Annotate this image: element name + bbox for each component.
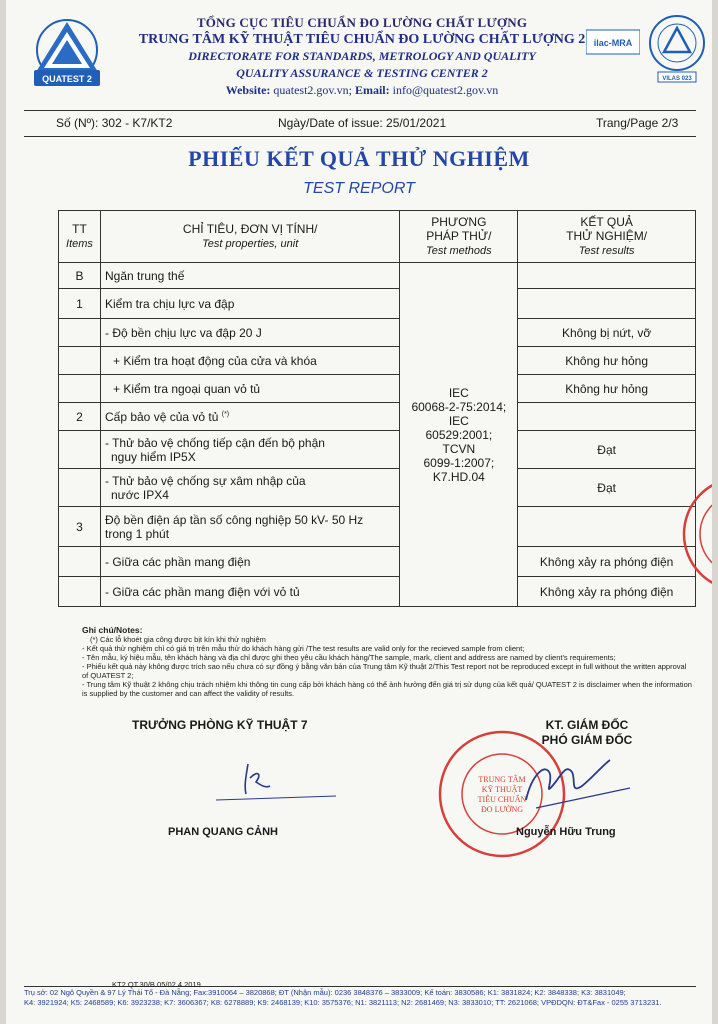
svg-text:TRUNG TÂM: TRUNG TÂM: [478, 775, 526, 784]
notes-block: [82, 626, 692, 698]
svg-text:ĐO LƯỜNG: ĐO LƯỜNG: [481, 805, 523, 814]
table-row: - Giữa các phần mang điện Không xảy ra phóng điện: [59, 547, 696, 577]
ilac-mra-logo: [586, 26, 640, 60]
svg-text:TIÊU CHUẨN: TIÊU CHUẨN: [477, 795, 527, 804]
col-results: KẾT QUẢ THỬ NGHIỆM/ Test results: [518, 211, 696, 263]
note-item: - Kết quả thử nghiệm chỉ có giá trị trên mẫu thử do khách hàng gửi /The test results are valid only for the recieved sample from client;: [82, 644, 525, 653]
table-row: - Giữa các phần mang điện với vỏ tủ Không xảy ra phóng điện: [59, 577, 696, 607]
header-line3: DIRECTORATE FOR STANDARDS, METROLOGY AND QUALITY: [188, 49, 536, 63]
info-divider: [24, 136, 696, 137]
col-tt: TT Items: [59, 211, 101, 263]
notes-title: Ghi chú/Notes:: [82, 625, 143, 635]
table-header-row: [59, 211, 696, 263]
left-signatory-title: TRƯỞNG PHÒNG KỸ THUẬT 7: [132, 718, 308, 732]
email-link[interactable]: info@quatest2.gov.vn: [392, 83, 499, 97]
col-methods: PHƯƠNG PHÁP THỬ/ Test methods: [400, 211, 518, 263]
vilas-seal: [646, 14, 708, 84]
col-properties: CHỈ TIÊU, ĐƠN VỊ TÍNH/ Test properties, unit: [100, 211, 399, 263]
right-signatory-title: KT. GIÁM ĐỐC PHÓ GIÁM ĐỐC: [541, 718, 633, 747]
report-page: [6, 0, 712, 1024]
left-signature: [206, 756, 346, 806]
website-label: Website:: [225, 83, 271, 97]
header-block: [124, 14, 600, 99]
table-row: + Kiểm tra hoạt động của cửa và khóa Không hư hỏng: [59, 347, 696, 375]
form-code: KT2.QT.30/B.05/02.4.2019: [112, 980, 201, 989]
method-cell: IEC 60068-2-75:2014; IEC 60529:2001; TCVN 6099-1:2007; K7.HD.04: [400, 263, 518, 607]
left-signatory-name: PHAN QUANG CẢNH: [168, 826, 278, 838]
svg-text:KỸ THUẬT: KỸ THUẬT: [481, 785, 523, 794]
right-signatory-name: Nguyễn Hữu Trung: [516, 826, 616, 838]
table-row: 2 Cấp bảo vệ của vỏ tủ (*): [59, 403, 696, 431]
ilac-text: ilac-MRA: [593, 38, 633, 48]
table-row: - Thử bảo vệ chống sự xâm nhập của nước IPX4 Đạt: [59, 469, 696, 507]
table-row: + Kiểm tra ngoại quan vỏ tủ Không hư hỏng: [59, 375, 696, 403]
header-contact: [124, 82, 600, 99]
header-line1: TỔNG CỤC TIÊU CHUẨN ĐO LƯỜNG CHẤT LƯỢNG: [196, 15, 528, 30]
header-line4: QUALITY ASSURANCE & TESTING CENTER 2: [236, 66, 488, 80]
table-row: - Thử bảo vệ chống tiếp cận đến bộ phận nguy hiểm IP5X Đạt: [59, 431, 696, 469]
table-row: B Ngăn trung thế IEC 60068-2-75:2014; IEC 60529:2001; TCVN 6099-1:2007; K7.HD.04: [59, 263, 696, 289]
note-item: (*) Các lỗ khoét gia công được bịt kín khi thử nghiệm: [90, 635, 266, 644]
note-item: - Phiếu kết quả này không được trích sao nếu chưa có sự đồng ý bằng văn bản của Trung tâm Kỹ thuật 2/This Test report not be reproduced except in full without the written approval of QUATEST 2;: [82, 662, 687, 680]
title-en: TEST REPORT: [303, 180, 415, 197]
note-item: - Tên mẫu, ký hiệu mẫu, tên khách hàng và địa chỉ được ghi theo yêu cầu khách hàng/The sample, mark, client and address are named by client's requirements;: [82, 653, 616, 662]
table-row: 3 Độ bền điện áp tần số công nghiệp 50 kV- 50 Hz trong 1 phút: [59, 507, 696, 547]
title-vn: PHIẾU KẾT QUẢ THỬ NGHIỆM: [188, 146, 530, 171]
issue-date: Ngày/Date of issue: 25/01/2021: [278, 116, 447, 130]
website-link[interactable]: quatest2.gov.vn;: [273, 83, 352, 97]
report-number: Số (Nº): 302 - K7/KT2: [56, 116, 173, 130]
header-line2: TRUNG TÂM KỸ THUẬT TIÊU CHUẨN ĐO LƯỜNG CHẤT LƯỢNG 2: [138, 32, 586, 47]
note-item: - Trung tâm Kỹ thuật 2 không chịu trách nhiệm khi thông tin cung cấp bởi khách hàng có thể ảnh hưởng đến giá trị sử dụng của kết quả/ QUATEST 2 is disclaimer when the information is supplied by the customer and can affect the validity of results.: [82, 680, 692, 698]
table-row: 1 Kiểm tra chịu lực va đập: [59, 289, 696, 319]
header-divider: [24, 110, 696, 111]
edge-stamp: [678, 474, 712, 594]
page-number: Trang/Page 2/3: [596, 116, 679, 130]
logo-text: QUATEST 2: [42, 74, 92, 84]
table-row: - Độ bền chịu lực va đập 20 J Không bị nứt, vỡ: [59, 319, 696, 347]
footer-line2: K4: 3921924; K5: 2468589; K6: 3923238; K7: 3606367; K8: 6278889; K9: 2468139; K10: 3575376; N1: 3821113; N2: 2681469; N3: 3833010; TT: 2621068; VPĐDQN: ĐT&Fax - 0255 3713231.: [24, 998, 662, 1007]
quatest2-logo: [28, 14, 106, 92]
seal-text: VILAS 023: [662, 76, 692, 82]
footer-line1: Trụ sở: 02 Ngô Quyền & 97 Lý Thái Tổ - Đà Nẵng; Fax:3910064 – 3820868; ĐT (Nhận mẫu): 0236 3848376 – 3833009; Kế toán: 3830586; K1: 3831824; K2: 3848338; K3: 3831049;: [24, 988, 626, 997]
right-signature: [506, 744, 636, 814]
email-label: Email:: [354, 83, 390, 97]
results-table: [58, 210, 696, 607]
